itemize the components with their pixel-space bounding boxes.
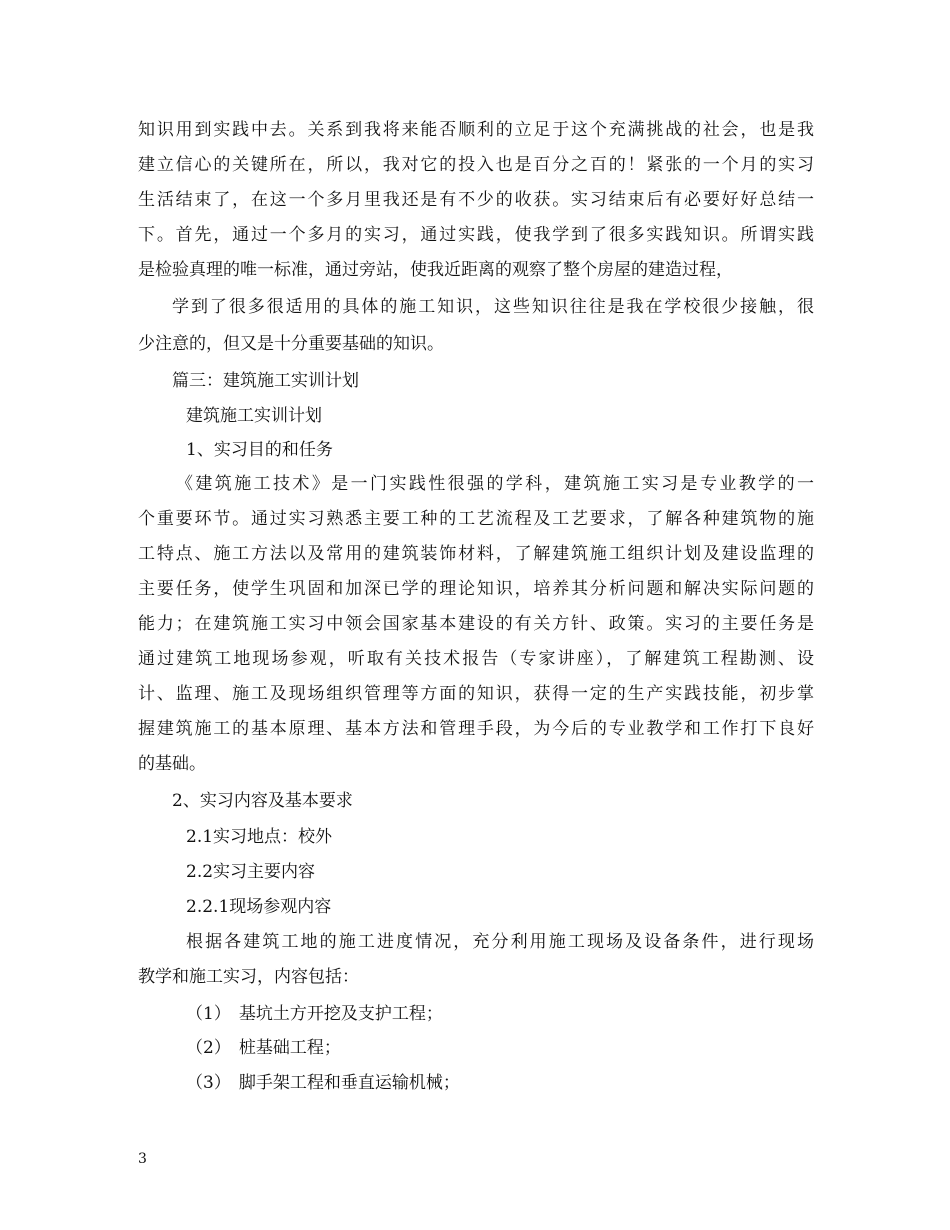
list-item-text: 基坑土方开挖及支护工程； — [238, 1004, 443, 1024]
paragraph-line: 能力；在建筑施工实习中领会国家基本建设的有关方针、政策。实习的主要任务是 — [138, 614, 814, 634]
subsection-heading: 2.2.1现场参观内容 — [186, 897, 332, 917]
list-item-number: （3） — [186, 1073, 231, 1093]
paragraph-line: 少注意的，但又是十分重要基础的知识。 — [138, 334, 444, 354]
list-item — [186, 1072, 460, 1094]
paragraph-line: 教学和施工实习，内容包括： — [138, 967, 359, 987]
paragraph-line: 个重要环节。通过实习熟悉主要工种的工艺流程及工艺要求，了解各种建筑物的施 — [138, 509, 814, 529]
paragraph-line: 学到了很多很适用的具体的施工知识，这些知识往往是我在学校很少接触，很 — [172, 297, 814, 317]
paragraph-line: 握建筑施工的基本原理、基本方法和管理手段，为今后的专业教学和工作打下良好 — [138, 719, 814, 739]
paragraph-line: 的基础。 — [138, 754, 206, 774]
paragraph-line: 根据各建筑工地的施工进度情况，充分利用施工现场及设备条件，进行现场 — [186, 932, 814, 952]
paragraph-line: 通过建筑工地现场参观，听取有关技术报告（专家讲座），了解建筑工程勘测、设 — [138, 649, 814, 669]
subsection-heading: 2.1实习地点：校外 — [186, 827, 333, 847]
paragraph-line: 建立信心的关键所在，所以，我对它的投入也是百分之百的！紧张的一个月的实习 — [138, 155, 814, 175]
section-heading: 1、实习目的和任务 — [186, 440, 333, 460]
page-number: 3 — [138, 1151, 147, 1167]
paragraph-line: 是检验真理的唯一标准，通过旁站，使我近距离的观察了整个房屋的建造过程， — [138, 260, 733, 280]
paragraph-line: 计、监理、施工及现场组织管理等方面的知识，获得一定的生产实践技能，初步掌 — [138, 684, 814, 704]
paragraph-line: 生活结束了，在这一个多月里我还是有不少的收获。实习结束后有必要好好总结一 — [138, 190, 814, 210]
paragraph-line: 主要任务，使学生巩固和加深已学的理论知识，培养其分析问题和解决实际问题的 — [138, 579, 814, 599]
list-item — [186, 1037, 341, 1059]
list-item-number: （2） — [186, 1038, 231, 1058]
document-title: 建筑施工实训计划 — [186, 406, 322, 426]
list-item — [186, 1003, 443, 1025]
subsection-heading: 2.2实习主要内容 — [186, 862, 316, 882]
paragraph-line: 知识用到实践中去。关系到我将来能否顺利的立足于这个充满挑战的社会，也是我 — [138, 120, 814, 140]
paragraph-line: 工特点、施工方法以及常用的建筑装饰材料，了解建筑施工组织计划及建设监理的 — [138, 544, 814, 564]
list-item-text: 桩基础工程； — [238, 1038, 341, 1058]
paragraph-line: 《建筑施工技术》是一门实践性很强的学科，建筑施工实习是专业教学的一 — [176, 474, 814, 494]
list-item-number: （1） — [186, 1004, 231, 1024]
paragraph-line: 下。首先，通过一个多月的实习，通过实践，使我学到了很多实践知识。所谓实践 — [138, 225, 814, 245]
list-item-text: 脚手架工程和垂直运输机械； — [238, 1073, 460, 1093]
section-heading: 2、实习内容及基本要求 — [172, 791, 353, 811]
part-heading: 篇三：建筑施工实训计划 — [172, 371, 359, 391]
